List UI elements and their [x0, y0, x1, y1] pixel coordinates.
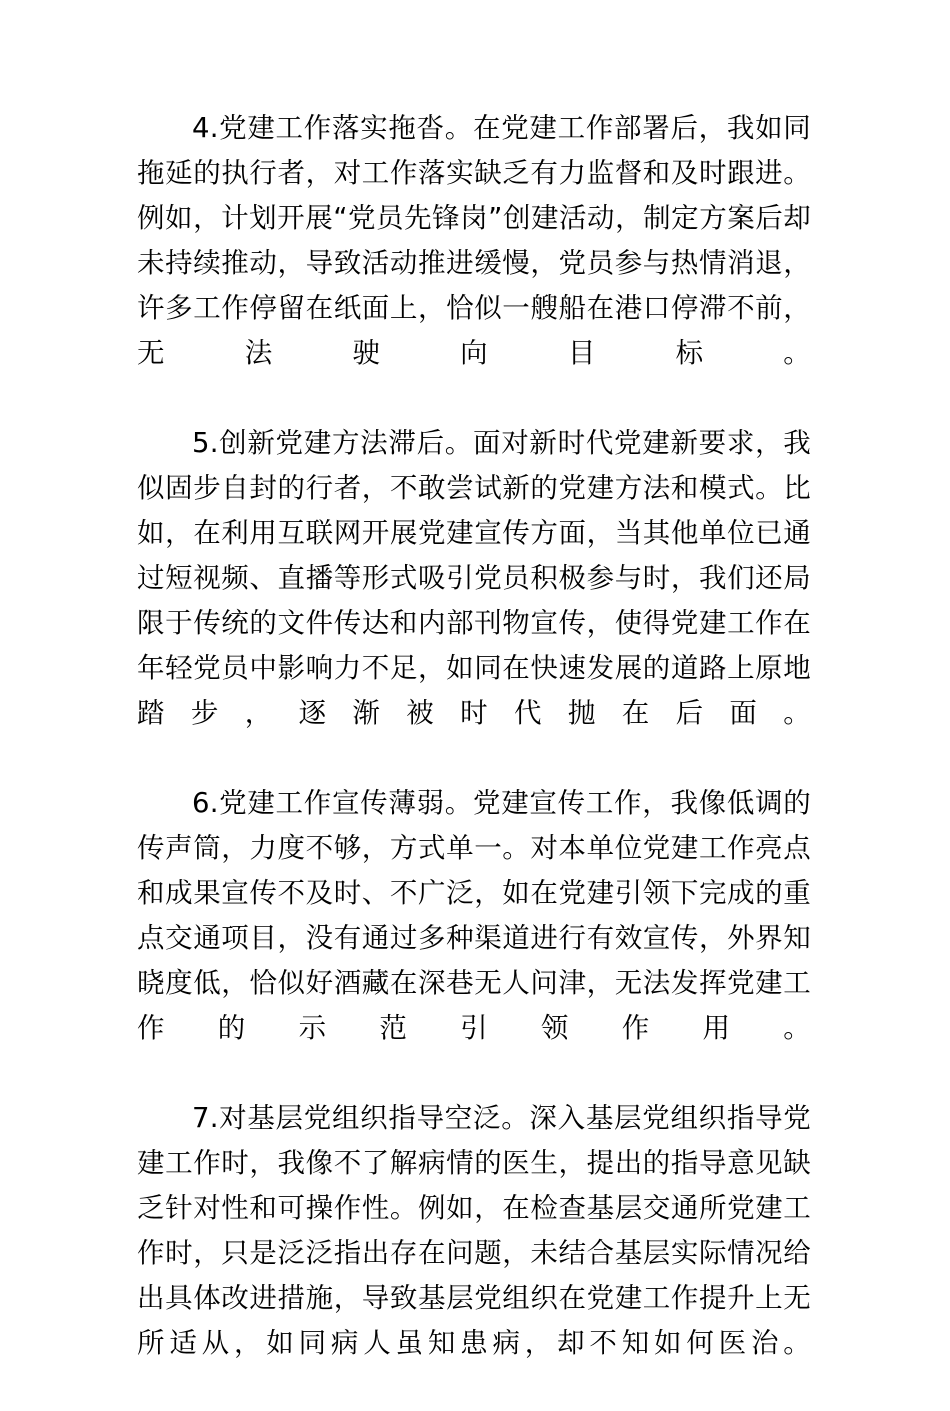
paragraph-item-6: 6.党建工作宣传薄弱。党建宣传工作，我像低调的传声筒，力度不够，方式单一。对本单位党建工作亮点和成果宣传不及时、不广泛，如在党建引领下完成的重点交通项目，没有通过多种渠道进行有效宣传，外界知晓度低，恰似好酒藏在深巷无人问津，无法发挥党建工作的示范引领作用。 — [137, 787, 811, 1044]
paragraph-item-5: 5.创新党建方法滞后。面对新时代党建新要求，我似固步自封的行者，不敢尝试新的党建方法和模式。比如，在利用互联网开展党建宣传方面，当其他单位已通过短视频、直播等形式吸引党员积极参与时，我们还局限于传统的文件传达和内部刊物宣传，使得党建工作在年轻党员中影响力不足，如同在快速发展的道路上原地踏步，逐渐被时代抛在后面。 — [137, 427, 811, 729]
paragraph-item-4: 4.党建工作落实拖沓。在党建工作部署后，我如同拖延的执行者，对工作落实缺乏有力监督和及时跟进。例如，计划开展“党员先锋岗”创建活动，制定方案后却未持续推动，导致活动推进缓慢，党员参与热情消退，许多工作停留在纸面上，恰似一艘船在港口停滞不前，无法驶向目标。 — [137, 112, 811, 369]
document-text-body — [137, 106, 811, 1411]
paragraph-item-7: 7.对基层党组织指导空泛。深入基层党组织指导党建工作时，我像不了解病情的医生，提出的指导意见缺乏针对性和可操作性。例如，在检查基层交通所党建工作时，只是泛泛指出存在问题，未结合基层实际情况给出具体改进措施，导致基层党组织在党建工作提升上无所适从，如同病人虽知患病，却不知如何医治。 — [137, 1102, 811, 1359]
